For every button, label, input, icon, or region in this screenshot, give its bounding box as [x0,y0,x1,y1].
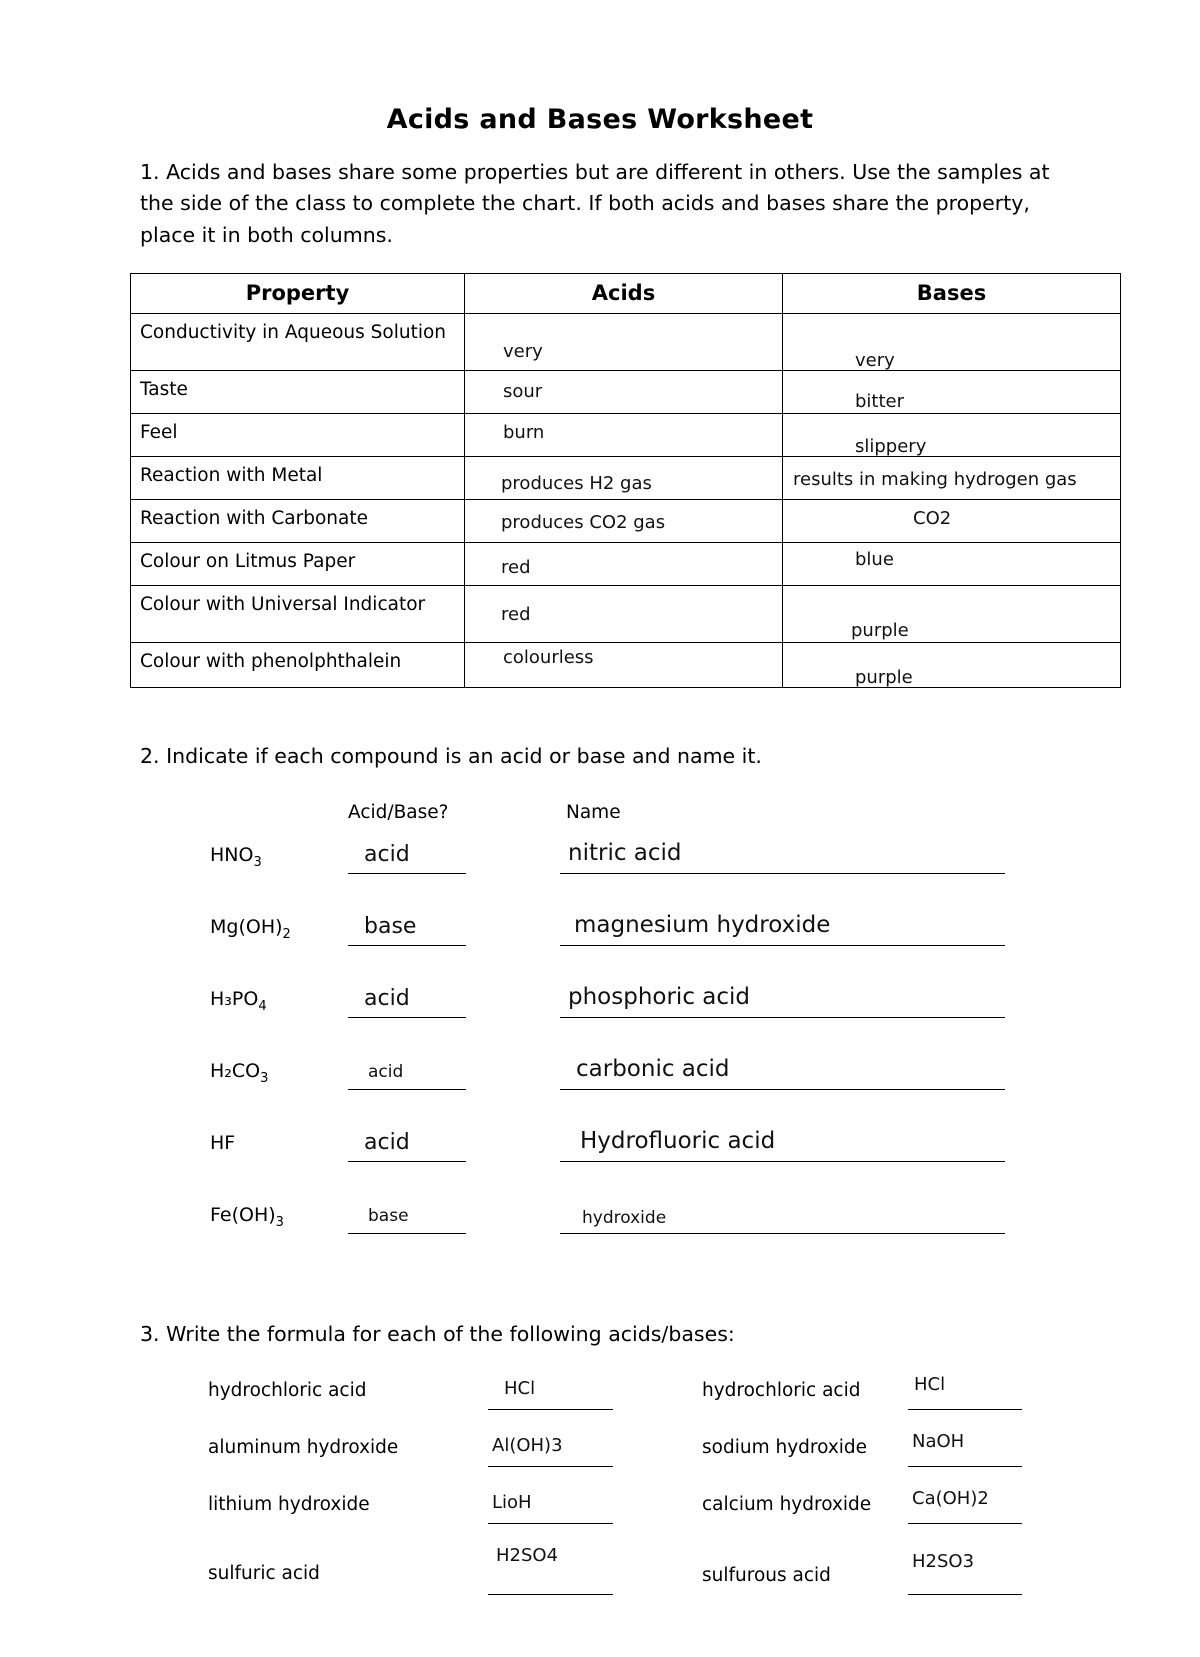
handwritten-answer: Al(OH)3 [492,1435,563,1457]
handwritten-answer: base [368,1206,409,1227]
handwritten-answer: very [503,341,543,363]
formula-row [0,1486,1200,1543]
handwritten-answer: base [364,914,417,940]
formula-label: sulfurous acid [702,1565,831,1587]
property-cell: Colour with phenolphthalein [131,643,465,688]
property-cell: Reaction with Metal [131,457,465,500]
formula-grid [0,1372,1200,1602]
column-header-property: Property [131,274,465,314]
formula-blank[interactable] [488,1545,613,1595]
compound-row [0,1120,1200,1192]
formula-sub: 2 [282,926,291,942]
handwritten-answer: slippery [855,436,927,458]
formula-main: Fe(OH) [210,1204,276,1227]
handwritten-answer: results in making hydrogen gas [793,469,1077,491]
table-row [131,371,1121,414]
handwritten-answer: HCl [504,1378,536,1400]
handwritten-answer: Ca(OH)2 [912,1488,989,1510]
formula-label: sodium hydroxide [702,1437,868,1459]
handwritten-answer: magnesium hydroxide [574,912,831,939]
formula-label: lithium hydroxide [208,1494,370,1516]
table-row [131,643,1121,688]
handwritten-answer: HCl [914,1374,946,1396]
name-blank[interactable] [560,912,1005,946]
acid-base-blank[interactable] [348,1128,466,1162]
acid-answer-cell[interactable] [465,500,783,543]
handwritten-answer: purple [851,620,909,642]
compound-row [0,832,1200,904]
compound-row [0,1048,1200,1120]
handwritten-answer: acid [368,1062,404,1083]
handwritten-answer: acid [364,1130,410,1156]
base-answer-cell[interactable] [783,543,1121,586]
handwritten-answer: hydroxide [582,1208,667,1229]
handwritten-answer: red [501,557,531,579]
worksheet-page [0,104,1200,1657]
formula-main: HF [210,1132,236,1155]
handwritten-answer: very [855,350,895,372]
formula-main: H₂CO [210,1060,261,1083]
base-answer-cell[interactable] [783,414,1121,457]
question-1-text: 1. Acids and bases share some properties but are different in others. Use the samples at the side of the class to complete the chart. If both acids and bases share the property, place it in both columns. [140,160,1050,247]
handwritten-answer: produces H2 gas [501,473,652,495]
base-answer-cell[interactable] [783,457,1121,500]
acid-answer-cell[interactable] [465,314,783,371]
question-3-text: 3. Write the formula for each of the following acids/bases: [140,1322,735,1347]
formula-label: hydrochloric acid [208,1380,367,1402]
acid-base-blank[interactable] [348,912,466,946]
formula-blank[interactable] [908,1374,1022,1410]
formula-blank[interactable] [908,1488,1022,1524]
formula-row [0,1543,1200,1600]
table-row [131,543,1121,586]
compound-row [0,976,1200,1048]
handwritten-answer: carbonic acid [576,1056,730,1083]
handwritten-answer: red [501,604,531,626]
compound-row [0,1192,1200,1264]
formula-sub: 3 [260,1070,269,1086]
formula-label: sulfuric acid [208,1563,320,1585]
table-row [131,457,1121,500]
compound-formula [210,1204,284,1230]
name-blank[interactable] [560,840,1005,874]
handwritten-answer: colourless [503,647,594,669]
property-cell: Reaction with Carbonate [131,500,465,543]
table-row [131,586,1121,643]
acid-base-blank[interactable] [348,1056,466,1090]
base-answer-cell[interactable] [783,500,1121,543]
page-title: Acids and Bases Worksheet [386,104,814,135]
formula-label: calcium hydroxide [702,1494,872,1516]
property-cell: Taste [131,371,465,414]
handwritten-answer: nitric acid [568,840,682,867]
handwritten-answer: LioH [492,1492,532,1514]
compound-formula [210,1060,268,1086]
handwritten-answer: burn [503,422,545,444]
formula-blank[interactable] [908,1431,1022,1467]
column-header-acid-base: Acid/Base? [348,802,449,824]
base-answer-cell[interactable] [783,586,1121,643]
acid-answer-cell[interactable] [465,543,783,586]
handwritten-answer: sour [503,381,543,403]
handwritten-answer: purple [855,667,913,689]
formula-sub: 3 [253,854,262,870]
formula-main: Mg(OH) [210,916,283,939]
name-blank[interactable] [560,1200,1005,1234]
handwritten-answer: CO2 [913,508,952,530]
formula-blank[interactable] [488,1435,613,1467]
property-cell: Feel [131,414,465,457]
compound-row [0,904,1200,976]
acid-base-blank[interactable] [348,840,466,874]
base-answer-cell[interactable] [783,314,1121,371]
base-answer-cell[interactable] [783,371,1121,414]
table-row [131,314,1121,371]
formula-sub: 3 [275,1214,284,1230]
handwritten-answer: NaOH [912,1431,965,1453]
acid-answer-cell[interactable] [465,457,783,500]
acid-answer-cell[interactable] [465,586,783,643]
formula-row [0,1429,1200,1486]
compound-formula [210,1132,235,1158]
column-header-name: Name [566,802,621,824]
base-answer-cell[interactable] [783,643,1121,688]
formula-blank[interactable] [488,1378,613,1410]
handwritten-answer: Hydrofluoric acid [580,1128,776,1155]
handwritten-answer: H2SO3 [912,1551,975,1573]
handwritten-answer: acid [364,986,410,1012]
formula-main: HNO [210,844,254,867]
acid-answer-cell[interactable] [465,371,783,414]
acid-base-blank[interactable] [348,984,466,1018]
property-cell: Colour with Universal Indicator [131,586,465,643]
property-cell: Conductivity in Aqueous Solution [131,314,465,371]
properties-table [130,273,1121,688]
formula-label: hydrochloric acid [702,1380,861,1402]
handwritten-answer: acid [364,842,410,868]
handwritten-answer: bitter [855,391,905,413]
handwritten-answer: blue [855,549,894,571]
question-2-text: 2. Indicate if each compound is an acid or base and name it. [140,744,762,769]
formula-row [0,1372,1200,1429]
acid-base-blank[interactable] [348,1200,466,1234]
acid-answer-cell[interactable] [465,414,783,457]
name-blank[interactable] [560,1056,1005,1090]
formula-label: aluminum hydroxide [208,1437,399,1459]
name-blank[interactable] [560,1128,1005,1162]
table-row [131,414,1121,457]
handwritten-answer: produces CO2 gas [501,512,666,534]
section2-column-headers [0,802,1200,832]
property-cell: Colour on Litmus Paper [131,543,465,586]
compound-formula [210,988,267,1014]
formula-blank[interactable] [908,1551,1022,1595]
compound-formula [210,916,291,942]
acid-answer-cell[interactable] [465,643,783,688]
table-header-row [131,274,1121,314]
compound-formula [210,844,262,870]
handwritten-answer: H2SO4 [496,1545,559,1567]
table-row [131,500,1121,543]
formula-main: H₃PO [210,988,259,1011]
handwritten-answer: phosphoric acid [568,984,751,1011]
name-blank[interactable] [560,984,1005,1018]
formula-sub: 4 [258,998,267,1014]
column-header-acids: Acids [465,274,783,314]
formula-blank[interactable] [488,1492,613,1524]
column-header-bases: Bases [783,274,1121,314]
